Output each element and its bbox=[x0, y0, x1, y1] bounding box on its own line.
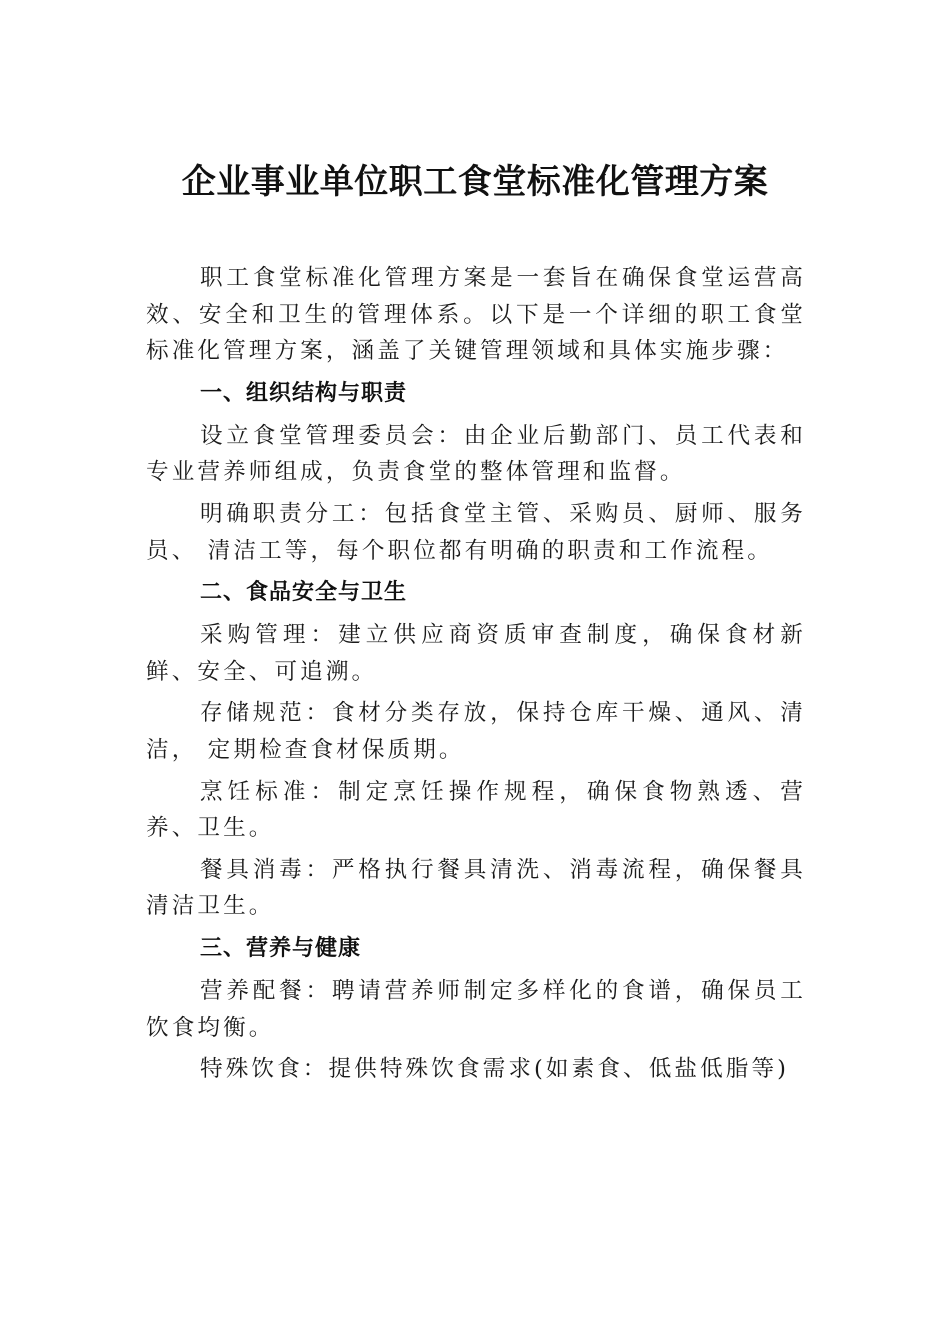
section-food-safety bbox=[146, 569, 806, 925]
intro-paragraph: 职工食堂标准化管理方案是一套旨在确保食堂运营高效、安全和卫生的管理体系。以下是一个详细的职工食堂标准化管理方案，涵盖了关键管理领域和具体实施步骤： bbox=[146, 265, 806, 365]
paragraph: 营养配餐：聘请营养师制定多样化的食谱，确保员工饮食均衡。 bbox=[146, 977, 806, 1041]
section-organization bbox=[146, 370, 806, 569]
paragraph: 明确职责分工：包括食堂主管、采购员、厨师、服务员、 清洁工等，每个职位都有明确的职责和工作流程。 bbox=[146, 500, 806, 564]
paragraph: 特殊饮食：提供特殊饮食需求(如素食、低盐低脂等) bbox=[200, 1056, 790, 1083]
paragraph: 存储规范：食材分类存放，保持仓库干燥、通风、清洁， 定期检查食材保质期。 bbox=[146, 700, 806, 763]
document-title: 企业事业单位职工食堂标准化管理方案 bbox=[181, 162, 769, 202]
section-heading: 三、营养与健康 bbox=[200, 935, 362, 961]
paragraph: 采购管理：建立供应商资质审查制度，确保食材新鲜、安全、可追溯。 bbox=[146, 622, 806, 685]
paragraph: 烹饪标准：制定烹饪操作规程，确保食物熟透、营养、卫生。 bbox=[146, 778, 806, 842]
section-nutrition bbox=[146, 925, 806, 1088]
section-heading: 一、组织结构与职责 bbox=[200, 380, 408, 406]
document-body bbox=[146, 260, 806, 1088]
section-heading: 二、食品安全与卫生 bbox=[200, 580, 408, 606]
paragraph: 设立食堂管理委员会：由企业后勤部门、员工代表和专业营养师组成，负责食堂的整体管理和监督。 bbox=[146, 422, 806, 486]
paragraph: 餐具消毒：严格执行餐具清洗、消毒流程，确保餐具清洁卫生。 bbox=[146, 856, 806, 920]
